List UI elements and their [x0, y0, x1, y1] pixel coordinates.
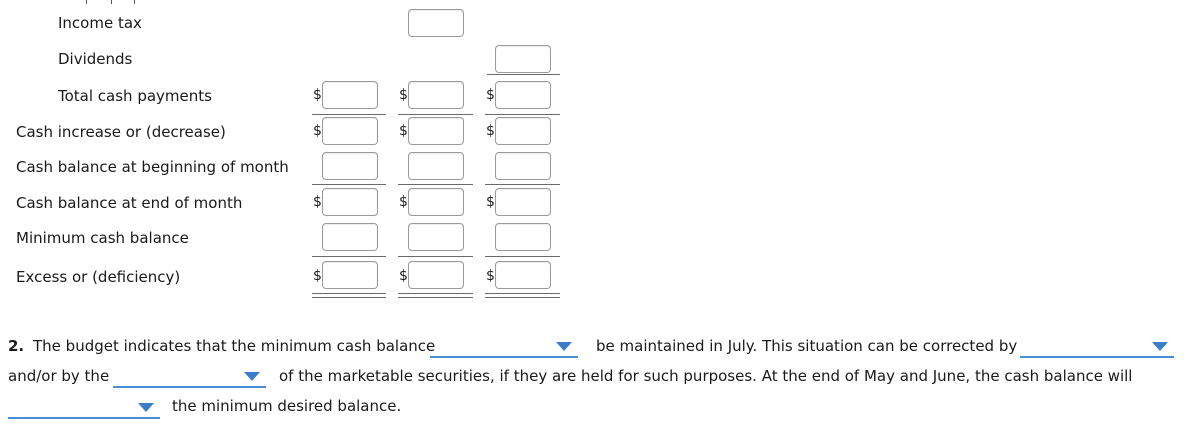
separator-line [398, 256, 473, 257]
cash-increase-july-input[interactable] [495, 117, 551, 145]
balance-comparison-dropdown[interactable] [8, 395, 160, 419]
dividends-july-input[interactable] [495, 45, 551, 73]
row-label-cash-balance-end: Cash balance at end of month [16, 194, 243, 212]
income-tax-june-input[interactable] [408, 9, 464, 37]
row-label-total-cash-payments: Total cash payments [58, 87, 212, 105]
dollar-sign: $ [486, 123, 495, 139]
minimum-balance-may-input[interactable] [322, 223, 378, 251]
beginning-balance-july-input[interactable] [495, 152, 551, 180]
question-text-1: The budget indicates that the minimum cash balance [33, 337, 436, 355]
dollar-sign: $ [399, 87, 408, 103]
row-label-income-tax: Income tax [58, 14, 142, 32]
question-text-4: of the marketable securities, if they are held for such purposes. At the end of May and June, the cash balance will [279, 367, 1133, 385]
chevron-down-icon [138, 403, 154, 412]
question-text-2: be maintained in July. This situation can be corrected by [596, 337, 1018, 355]
minimum-balance-dropdown[interactable] [430, 334, 578, 358]
separator-line [485, 114, 560, 115]
separator-line [312, 184, 386, 185]
minimum-balance-june-input[interactable] [408, 223, 464, 251]
total-cash-payments-june-input[interactable] [408, 81, 464, 109]
separator-line [312, 114, 386, 115]
top-tick [86, 0, 87, 4]
total-cash-payments-july-input[interactable] [495, 81, 551, 109]
cash-increase-may-input[interactable] [322, 117, 378, 145]
separator-line [398, 184, 473, 185]
separator-line [312, 256, 386, 257]
ending-balance-may-input[interactable] [322, 188, 378, 216]
dollar-sign: $ [486, 268, 495, 284]
separator-line [487, 74, 560, 75]
question-text-5: the minimum desired balance. [172, 397, 402, 415]
double-underline [485, 293, 560, 298]
double-underline [312, 293, 386, 298]
chevron-down-icon [556, 342, 572, 351]
dollar-sign: $ [313, 123, 322, 139]
chevron-down-icon [244, 372, 260, 381]
row-label-excess-deficiency: Excess or (deficiency) [16, 268, 181, 286]
separator-line [485, 184, 560, 185]
total-cash-payments-may-input[interactable] [322, 81, 378, 109]
beginning-balance-june-input[interactable] [408, 152, 464, 180]
dollar-sign: $ [313, 87, 322, 103]
correction-method-dropdown[interactable] [1020, 334, 1174, 358]
row-label-dividends: Dividends [58, 50, 133, 68]
double-underline [398, 293, 473, 298]
excess-deficiency-june-input[interactable] [408, 261, 464, 289]
cash-increase-june-input[interactable] [408, 117, 464, 145]
minimum-balance-july-input[interactable] [495, 223, 551, 251]
dollar-sign: $ [399, 194, 408, 210]
excess-deficiency-july-input[interactable] [495, 261, 551, 289]
dollar-sign: $ [486, 194, 495, 210]
top-tick [134, 0, 135, 4]
ending-balance-july-input[interactable] [495, 188, 551, 216]
dollar-sign: $ [313, 268, 322, 284]
securities-action-dropdown[interactable] [113, 364, 266, 388]
dollar-sign: $ [399, 123, 408, 139]
row-label-cash-balance-beginning: Cash balance at beginning of month [16, 158, 289, 176]
row-label-cash-increase: Cash increase or (decrease) [16, 123, 226, 141]
question-number: 2. [8, 337, 25, 355]
question-text-3: and/or by the [8, 367, 110, 385]
dollar-sign: $ [399, 268, 408, 284]
separator-line [398, 114, 473, 115]
row-label-minimum-cash-balance: Minimum cash balance [16, 229, 189, 247]
beginning-balance-may-input[interactable] [322, 152, 378, 180]
ending-balance-june-input[interactable] [408, 188, 464, 216]
top-tick [111, 0, 112, 4]
chevron-down-icon [1152, 342, 1168, 351]
excess-deficiency-may-input[interactable] [322, 261, 378, 289]
separator-line [485, 256, 560, 257]
dollar-sign: $ [486, 87, 495, 103]
dollar-sign: $ [313, 194, 322, 210]
